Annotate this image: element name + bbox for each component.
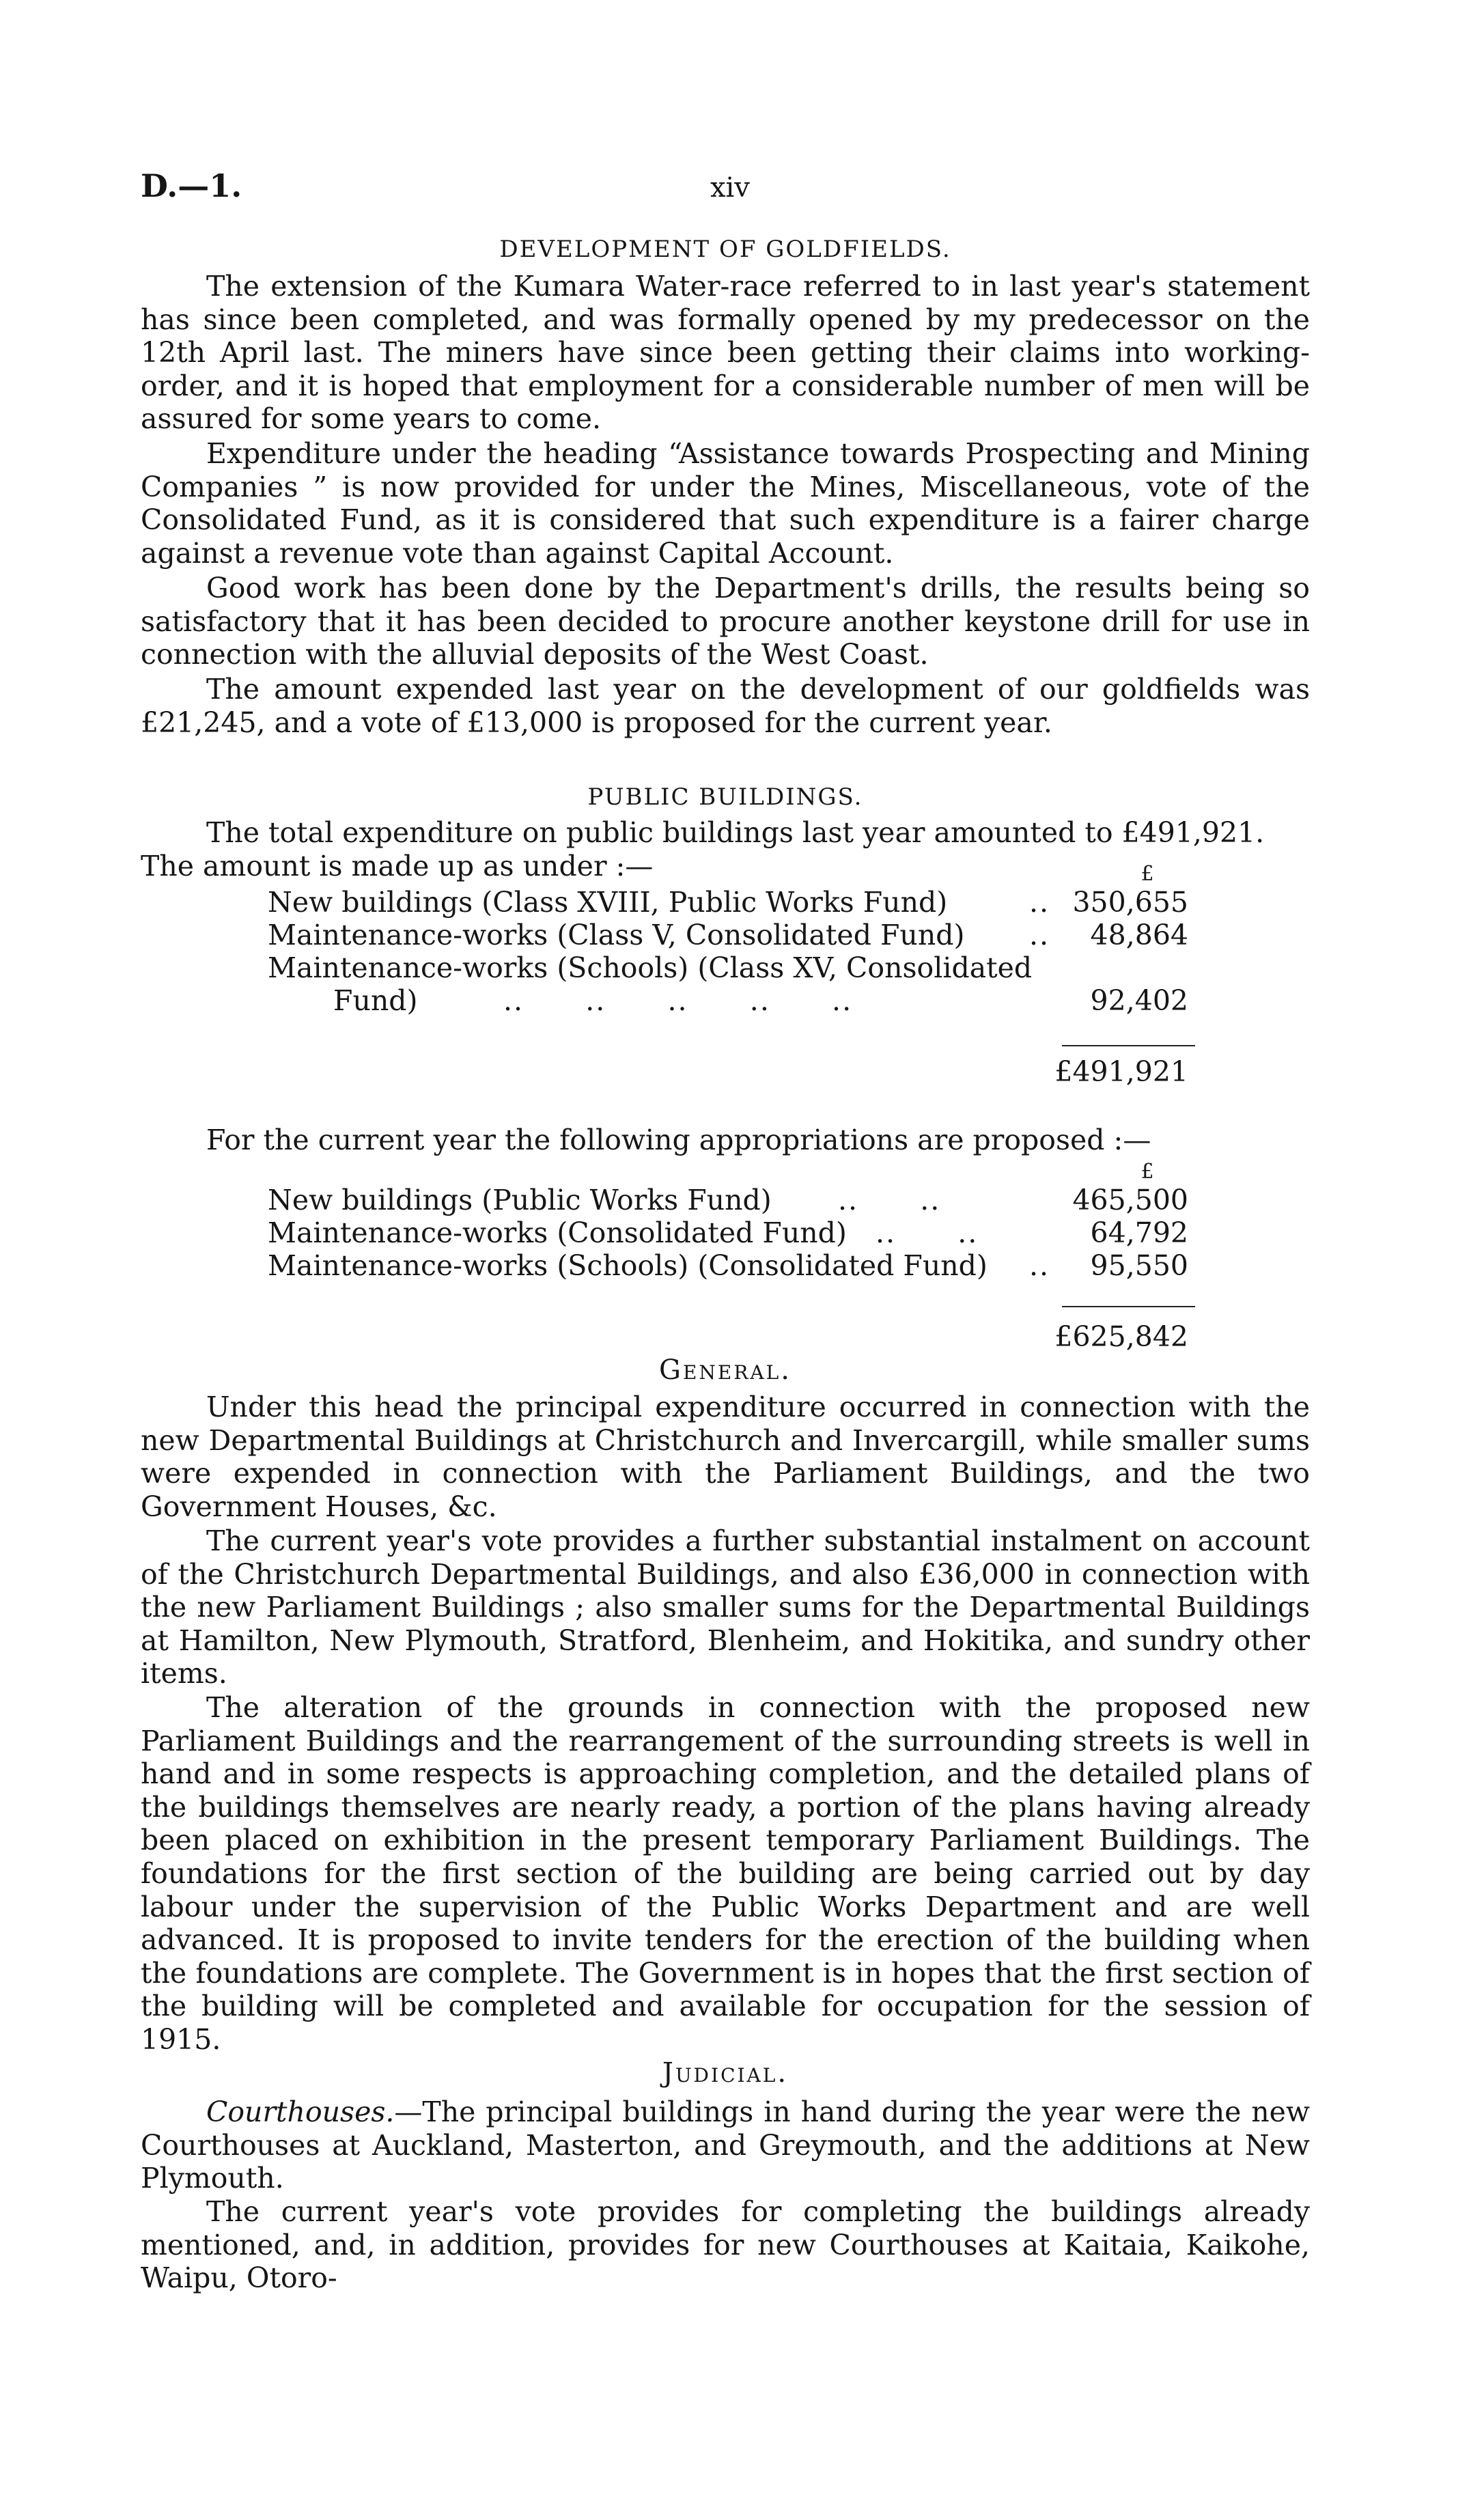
currency-header-1: £ xyxy=(1140,862,1154,886)
goldfields-paragraph-1: The extension of the Kumara Water-race referred to in last year's statement has since been completed, and was formally opened by my predecessor on the 12th April last. The miners have since been getting their claims into working-order, and it is hoped that employment for a considerable number of men will be assured for some years to come. xyxy=(141,270,1310,436)
last-year-item-label: New buildings (Class XVIII, Public Works Fund) .. xyxy=(268,886,1050,919)
last-year-total: £491,921 xyxy=(1054,1055,1188,1088)
general-paragraph-3: The alteration of the grounds in connection with the proposed new Parliament Buildings and the rearrangement of the surrounding streets is well in hand and in some respects is approaching completion, and the detailed plans of the buildings themselves are nearly ready, a portion of the plans having already been placed on exhibition in the present temporary Parliament Buildings. The foundations for the first section of the building are being carried out by day labour under the supervision of the Public Works Department and are well advanced. It is proposed to invite tenders for the erection of the building when the foundations are complete. The Government is in hopes that the first section of the building will be completed and available for occupation for the session of 1915. xyxy=(141,1691,1310,2056)
proposed-item-amount: 95,550 xyxy=(1090,1249,1188,1282)
public-buildings-intro-line-1: The total expenditure on public buildings last year amounted to £491,921. xyxy=(206,816,1265,849)
goldfields-heading: DEVELOPMENT OF GOLDFIELDS. xyxy=(499,236,951,263)
goldfields-paragraph-2: Expenditure under the heading “Assistance towards Prospecting and Mining Companies ” is now provided for under the Mines, Miscellaneous, vote of the Consolidated Fund, as it is considered that such expenditure is a fairer charge against a revenue vote than against Capital Account. xyxy=(141,437,1310,570)
proposed-item-label: Maintenance-works (Consolidated Fund) .. .. xyxy=(268,1216,979,1249)
judicial-paragraph-2: The current year's vote provides for completing the buildings already mentioned, and, in addition, provides for new Courthouses at Kaitaia, Kaikohe, Waipu, Otoro- xyxy=(141,2195,1310,2295)
goldfields-paragraph-3: Good work has been done by the Department's drills, the results being so satisfactory that it has been decided to procure another keystone drill for use in connection with the alluvial deposits of the West Coast. xyxy=(141,572,1310,671)
proposed-total: £625,842 xyxy=(1054,1320,1188,1353)
total-rule xyxy=(1062,1045,1195,1046)
proposed-item-amount: 64,792 xyxy=(1090,1216,1188,1249)
currency-header-2: £ xyxy=(1140,1160,1154,1184)
judicial-paragraph-1: Courthouses.—The principal buildings in hand during the year were the new Courthouses at Auckland, Masterton, and Greymouth, and the additions at New Plymouth. xyxy=(141,2095,1310,2195)
last-year-item-amount: 48,864 xyxy=(1090,919,1188,951)
general-heading: General. xyxy=(659,1354,792,1386)
page-number: xiv xyxy=(710,172,750,204)
last-year-item-label: Maintenance-works (Schools) (Class XV, Consolidated Fund) .. .. .. .. .. xyxy=(268,951,1033,1017)
report-id: D.—1. xyxy=(141,167,242,204)
general-paragraph-1: Under this head the principal expenditure occurred in connection with the new Departmental Buildings at Christchurch and Invercargill, while smaller sums were expended in connection with the Parliament Buildings, and the two Government Houses, &c. xyxy=(141,1391,1310,1523)
goldfields-paragraph-4: The amount expended last year on the development of our goldfields was £21,245, and a vote of £13,000 is proposed for the current year. xyxy=(141,673,1310,739)
judicial-heading: Judicial. xyxy=(662,2057,789,2089)
general-paragraph-2: The current year's vote provides a further substantial instalment on account of the Christchurch Departmental Buildings, and also £36,000 in connection with the new Parliament Buildings ; also smaller sums for the Departmental Buildings at Hamilton, New Plymouth, Stratford, Blenheim, and Hokitika, and sundry other items. xyxy=(141,1524,1310,1690)
total-rule xyxy=(1062,1306,1195,1307)
proposed-item-label: New buildings (Public Works Fund) .. .. xyxy=(268,1184,941,1216)
proposed-item-amount: 465,500 xyxy=(1072,1184,1188,1216)
public-buildings-intro-line-2: The amount is made up as under :— xyxy=(141,850,654,882)
public-buildings-heading: PUBLIC BUILDINGS. xyxy=(587,783,863,811)
last-year-item-amount: 350,655 xyxy=(1072,886,1188,919)
proposed-item-label: Maintenance-works (Schools) (Consolidated Fund) .. xyxy=(268,1249,1050,1282)
last-year-item-amount: 92,402 xyxy=(1090,984,1188,1017)
last-year-item-label: Maintenance-works (Class V, Consolidated Fund) .. xyxy=(268,919,1050,951)
courthouses-label: Courthouses. xyxy=(206,2095,395,2128)
proposed-intro: For the current year the following appropriations are proposed :— xyxy=(206,1124,1151,1156)
